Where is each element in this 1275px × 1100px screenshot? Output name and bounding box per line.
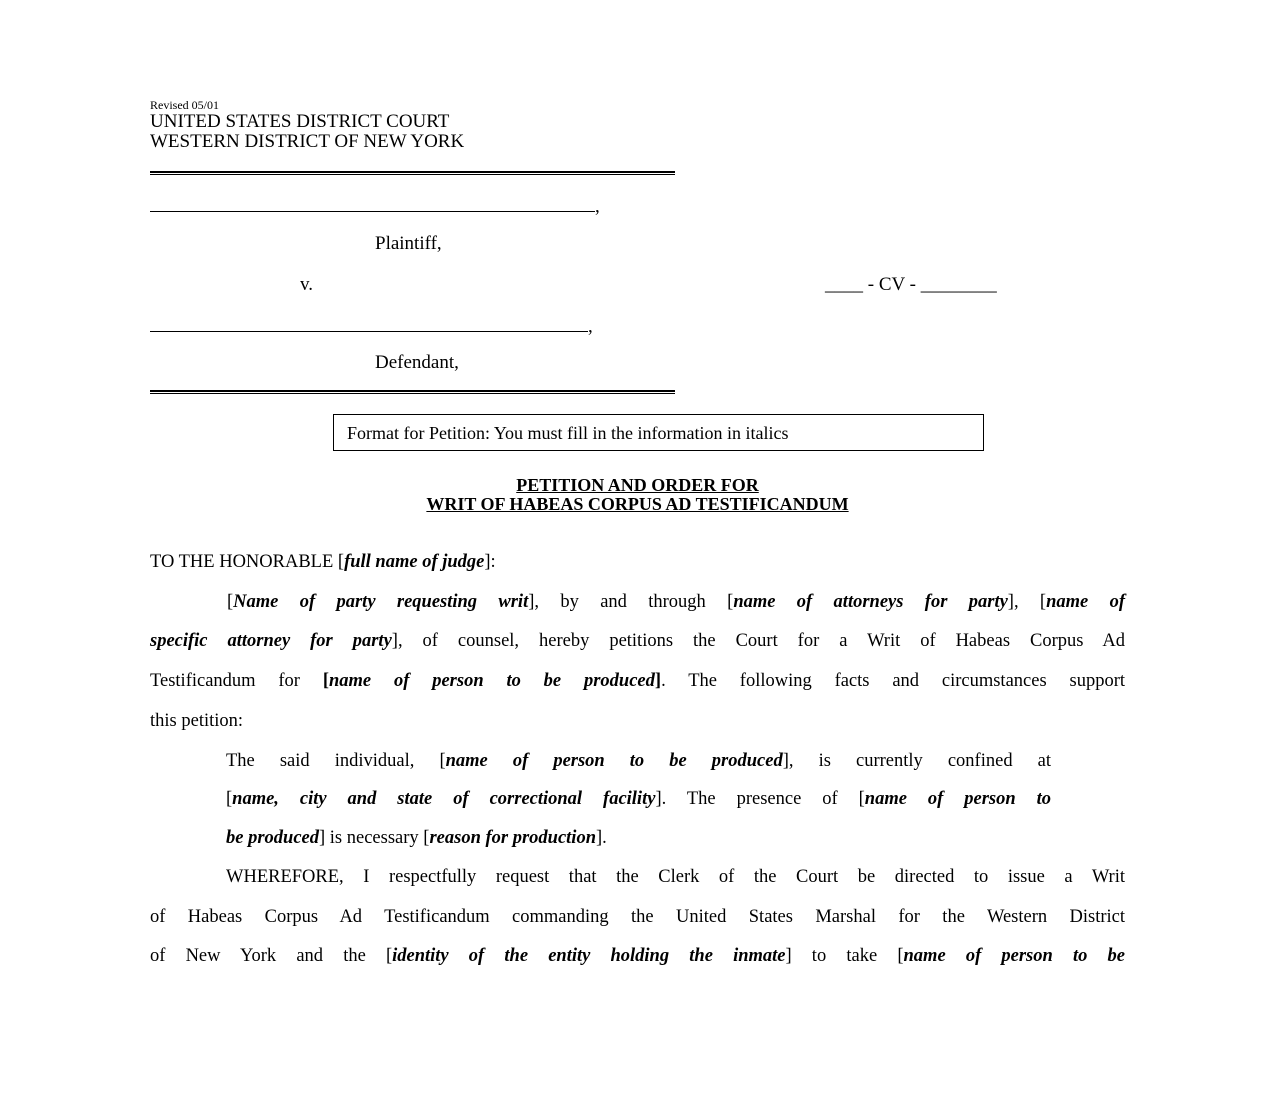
text-segment: ], of counsel, hereby petitions the Court for a Writ of Habeas Corpus Ad (391, 631, 1125, 651)
judge-placeholder: full name of judge (344, 552, 485, 572)
facility-placeholder: name, city and state of correctional facility (232, 789, 656, 809)
text-segment: of New York and the [ (150, 946, 393, 966)
text-segment: Testificandum for (150, 671, 323, 691)
text-segment: ], is currently confined at (782, 751, 1051, 771)
document-title-line1: PETITION AND ORDER FOR (516, 475, 759, 495)
text-segment: ]. The presence of [ (655, 789, 865, 809)
reason-placeholder: reason for production (429, 828, 596, 848)
defendant-blank-underline (150, 314, 588, 332)
docket-number: ____ - CV - ________ (825, 274, 997, 295)
defendant-comma: , (588, 316, 593, 337)
format-notice-box: Format for Petition: You must fill in the information in italics (333, 414, 984, 451)
entity-placeholder: identity of the entity holding the inmate (392, 946, 786, 966)
text-segment: ] to take [ (785, 946, 904, 966)
bracket: ] (654, 671, 662, 691)
text-segment: ], [ (1007, 592, 1047, 612)
person-placeholder-cont: be produced (226, 828, 319, 848)
court-name: UNITED STATES DISTRICT COURT (150, 111, 450, 132)
text-segment: ], by and through [ (528, 592, 734, 612)
party-placeholder: Name of party requesting writ (233, 592, 529, 612)
court-district: WESTERN DISTRICT OF NEW YORK (150, 131, 465, 152)
plaintiff-label: Plaintiff, (375, 233, 442, 254)
defendant-label: Defendant, (375, 352, 459, 373)
paragraph2-line2 (226, 789, 1051, 810)
document-title-line2: WRIT OF HABEAS CORPUS AD TESTIFICANDUM (426, 494, 849, 514)
bracket: [ (227, 592, 234, 612)
paragraph1-line4: this petition: (150, 711, 244, 731)
specific-attorney-placeholder-cont: specific attorney for party (150, 631, 392, 651)
person-placeholder: name of person to be (903, 946, 1125, 966)
paragraph1-line1 (227, 592, 1125, 613)
paragraph3-line1: WHEREFORE, I respectfully request that the Clerk of the Court be directed to issue a Writ (226, 867, 1125, 887)
plaintiff-blank-underline (150, 194, 595, 212)
revision-date: Revised 05/01 (150, 98, 219, 112)
paragraph2-line1 (226, 751, 1051, 772)
defendant-name-blank (150, 314, 593, 338)
person-placeholder: name of person to (864, 789, 1052, 809)
paragraph3-line2: of Habeas Corpus Ad Testificandum commanding the United States Marshal for the Western District (150, 907, 1125, 927)
paragraph2-line3 (226, 828, 607, 849)
versus-label: v. (300, 274, 314, 295)
person-placeholder: name of person to be produced (328, 671, 655, 691)
paragraph1-line2 (150, 631, 1125, 652)
attorneys-placeholder: name of attorneys for party (733, 592, 1008, 612)
plaintiff-name-blank (150, 194, 600, 218)
specific-attorney-placeholder: name of (1046, 592, 1125, 612)
caption-bottom-rule (150, 390, 675, 394)
bracket: [ (226, 789, 233, 809)
caption-top-rule (150, 171, 675, 175)
salutation (150, 552, 496, 573)
text-segment: . The following facts and circumstances support (661, 671, 1125, 691)
text-segment: ] is necessary [ (319, 828, 430, 848)
paragraph3-line3 (150, 946, 1125, 967)
person-placeholder: name of person to be produced (445, 751, 783, 771)
text-segment: The said individual, [ (226, 751, 446, 771)
salutation-text: TO THE HONORABLE [ (150, 552, 345, 572)
bracket: [ (322, 671, 329, 691)
salutation-end: ]: (484, 552, 496, 572)
text-segment: ]. (595, 828, 607, 848)
plaintiff-comma: , (595, 196, 600, 217)
paragraph1-line3 (150, 671, 1125, 692)
